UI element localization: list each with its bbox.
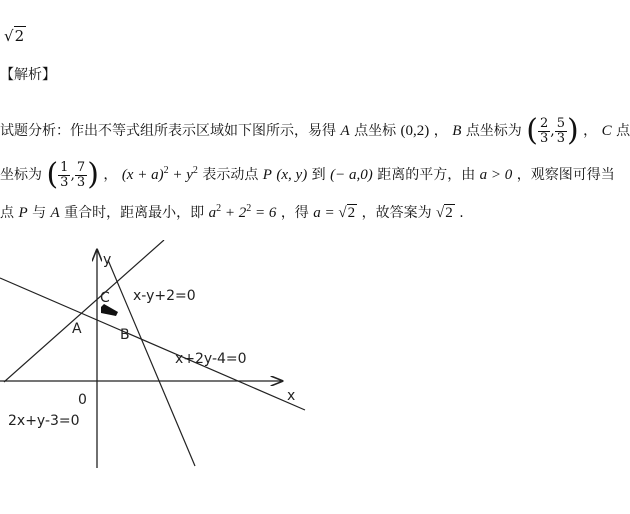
line-label-2: x+2y-4=0: [175, 351, 247, 367]
origin-label: 0: [78, 392, 87, 408]
fraction: $\frac{7}{3}$: [76, 159, 86, 190]
axis-label-y: y: [103, 252, 112, 268]
fraction: $\frac{2}{3}$: [539, 115, 549, 146]
point-label-a: A: [72, 321, 82, 337]
analysis-line-3: 点 P 与 A 重合时，距离最小，即 $a^2 + 2^2 = 6$ ，得 a = √2 ，故答案为 √2 .: [0, 203, 464, 221]
analysis-line-1: 试题分析：作出不等式组所表示区域如下图所示，易得 A 点坐标 (0,2) ， B 点坐标为 ( $\frac{2}{3}$ , $\frac{5}{3}$ ) ， C 点: [0, 113, 630, 148]
point-label-c: C: [100, 290, 110, 306]
fraction: $\frac{1}{3}$: [60, 159, 69, 190]
point-label-b: B: [120, 327, 130, 343]
axis-label-x: x: [287, 388, 296, 404]
sqrt-symbol: √2: [4, 27, 25, 45]
line-x-y-2: [4, 240, 164, 382]
line-label-3: 2x+y-3=0: [8, 413, 80, 429]
answer-value: [4, 27, 26, 45]
analysis-line-2: 坐标为 ( $\frac{1}{3}$ , $\frac{7}{3}$ ) ， $(x + a)^2 + y^2$ 表示动点 P (x, y) 到 (− a,0) 距离的平方，由 a > 0 ，观察图可得当: [0, 157, 615, 192]
line-label-1: x-y+2=0: [133, 288, 196, 304]
region-graph: [0, 240, 320, 490]
answer-radicand: 2: [14, 27, 25, 45]
analysis-header: 【解析】: [0, 67, 56, 83]
fraction: $\frac{5}{3}$: [556, 115, 565, 146]
